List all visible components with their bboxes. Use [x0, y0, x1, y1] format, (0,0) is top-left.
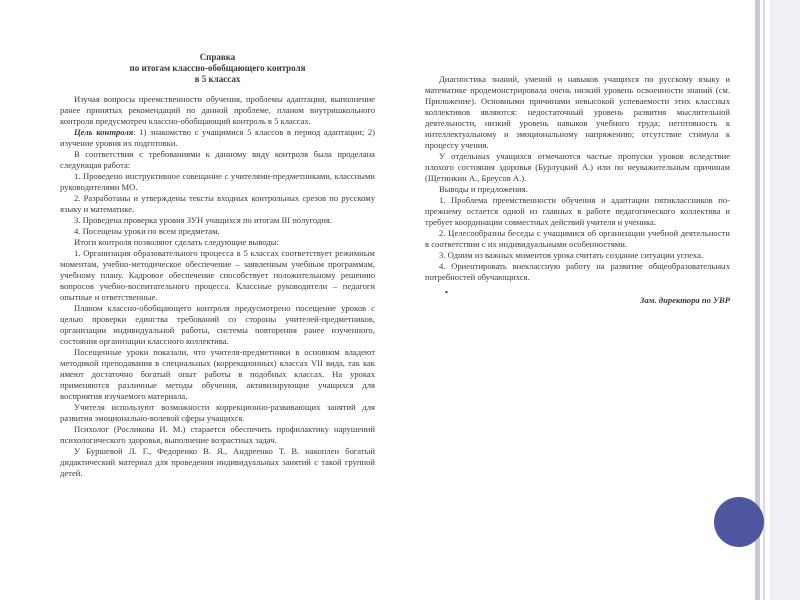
work-item-3: 3. Проведена проверка уровня ЗУН учащихся по итогам III полугодия. — [74, 215, 333, 225]
title-line-2: по итогам классно-обобщающего контроля — [129, 63, 306, 73]
conclusions-intro: Итоги контроля позволяют сделать следующие выводы: — [74, 237, 279, 247]
conclusion-1: 1. Организация образовательного процесса в 5 классах соответствует режимным моментам, учебно-методическое обеспечение – заявленным учебным программам, учебному плану. Кадровое обеспечение способствует положительному решению вопросов учебно-воспитательного процесса. Классные руководители – педагоги опытные и ответственные. — [60, 248, 375, 302]
lessons-paragraph: Посещенные уроки показали, что учителя-предметники в основном владеют методикой преподавания в специальных (коррекционных) классах VII вида, так как имеют достаточно богатый опыт работы в подобных классах. На уроках применяются различные методы обучения, активизирующие учащихся для восприятия изучаемого материала. — [60, 347, 375, 401]
teachers-paragraph: Учителя используют возможности коррекционно-развивающих занятий для развития эмоционально-волевой сферы учащихся. — [60, 402, 375, 423]
proposals-title: Выводы и предложения. — [439, 184, 528, 194]
document-title — [60, 52, 375, 85]
proposal-3: 3. Одним из важных моментов урока считать создание ситуации успеха. — [439, 250, 704, 260]
proposal-2: 2. Целесообразны беседы с учащимися об организации учебной деятельности в соответствии с их индивидуальными особенностями. — [425, 228, 730, 249]
diagnostics-paragraph: Диагностика знаний, умений и навыков учащихся по русскому языку и математике продемонстрировала очень низкий уровень освоенности знаний (см. Приложение). Основными причинами невысокой успеваемости этих классных коллективов являются: недостаточный уровень развития мыслительной деятельности, низкий уровень навыков учебного труда; неготовность к интеллектуальному и эмоциональному напряжению; отсутствие стимула к процессу учения. — [425, 74, 730, 150]
decorative-bar-thin — [763, 0, 765, 600]
work-intro-paragraph: В соответствии с требованиями к данному виду контроля была проделана следующая работа: — [60, 149, 375, 170]
goal-paragraph — [60, 127, 375, 149]
title-line-1: Справка — [199, 52, 236, 62]
psychologist-paragraph: Психолог (Росликова И. М.) старается обеспечить профилактику нарушений психологического здоровья, выполнение возрастных задач. — [60, 424, 375, 445]
right-page — [425, 74, 730, 306]
work-item-2: 2. Разработаны и утверждены тексты входных контрольных срезов по русскому языку и математике. — [60, 193, 375, 214]
goal-text: : 1) знакомство с учащимися 5 классов в период адаптации; 2) изучение уровня их подготовки. — [60, 127, 375, 148]
decorative-circle — [714, 497, 764, 547]
stray-mark: • — [445, 287, 449, 297]
work-item-1: 1. Проведено инструктивное совещание с учителями-предметниками, классными руководителями МО. — [60, 171, 375, 192]
materials-paragraph: У Буршевой Л. Г., Федоренко В. Я., Андреенко Т. В. накоплен богатый дидактический материал для проведения индивидуальных занятий с такой группой детей. — [60, 446, 375, 478]
proposal-4: 4. Ориентировать внеклассную работу на развитие общеобразовательных потребностей обучающихся. — [425, 261, 730, 282]
goal-label: Цель контроля — [74, 127, 134, 137]
signature: Зам. директора по УВР — [639, 295, 730, 305]
plan-paragraph: Планом классно-обобщающего контроля предусмотрено посещение уроков с целью проверки единства требований со стороны учителей-предметников, организации индивидуальной работы, системы повторения ранее изученного, состояния организации классного коллектива. — [60, 303, 375, 346]
decorative-bar-wide — [770, 0, 800, 600]
title-line-3: в 5 классах — [194, 74, 241, 84]
work-item-4: 4. Посещены уроки по всем предметам. — [74, 226, 220, 236]
proposal-1: 1. Проблема преемственности обучения и адаптации пятиклассников по-прежнему остается одной из главных в работе педагогического коллектива и требует координации совместных действий учителя и ученика. — [425, 195, 730, 227]
intro-paragraph: Изучая вопросы преемственности обучения, проблемы адаптации, выполнение ранее принятых рекомендаций по данной проблеме, планом внутришкольного контроля предусмотрен классно-обобщающий контроль в 5 классах. — [60, 94, 375, 126]
left-page — [60, 52, 375, 479]
absences-paragraph: У отдельных учащихся отмечаются частые пропуски уроков вследствие плохого состояния здоровья (Бурлуцкий А.) или по неуважительным причинам (Щетинкин А., Бреусов А.). — [425, 151, 730, 183]
